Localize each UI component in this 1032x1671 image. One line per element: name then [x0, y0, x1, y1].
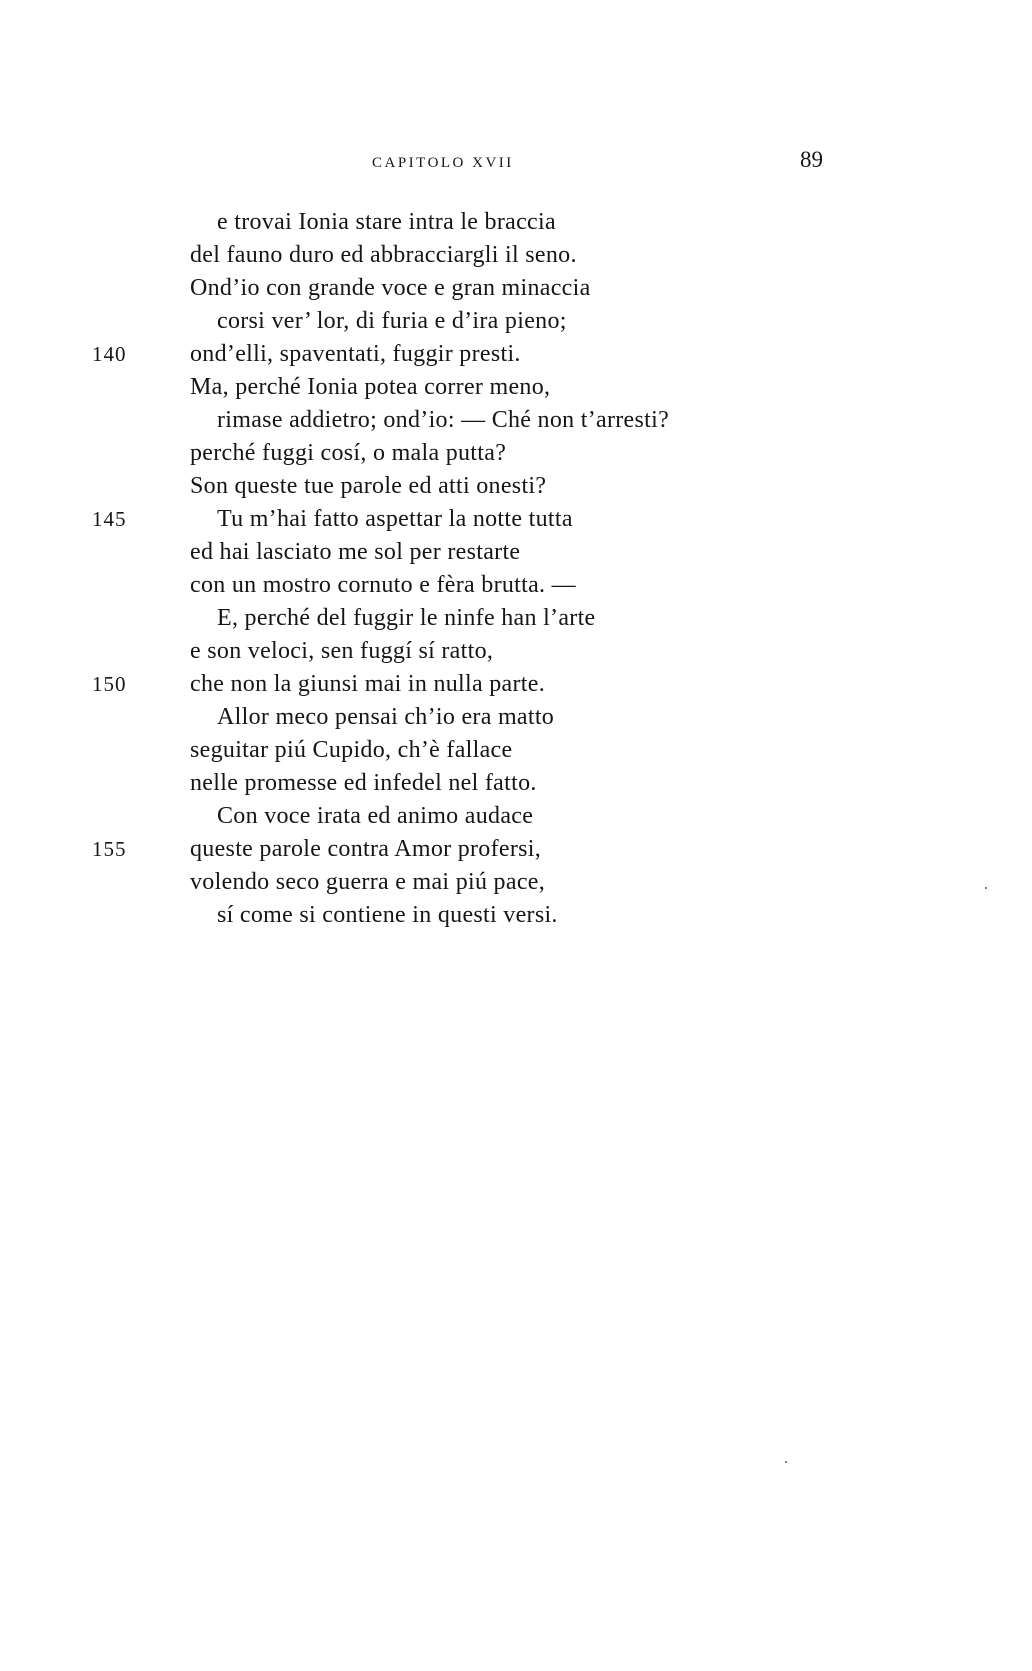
verse-text: del fauno duro ed abbracciargli il seno.	[190, 242, 577, 268]
verse-text: e trovai Ionia stare intra le braccia	[217, 209, 556, 235]
verse-line	[0, 701, 1032, 734]
scan-speck	[785, 1461, 787, 1463]
verse-text: Con voce irata ed animo audace	[217, 803, 534, 829]
line-number: 145	[92, 507, 127, 531]
verse-text: queste parole contra Amor profersi,	[190, 836, 542, 862]
verse-text: corsi ver’ lor, di furia e d’ira pieno;	[217, 308, 567, 334]
verse-line	[0, 767, 1032, 800]
verse-text: che non la giunsi mai in nulla parte.	[190, 671, 546, 697]
verse-text: Son queste tue parole ed atti onesti?	[190, 473, 547, 499]
verse-text: seguitar piú Cupido, ch’è fallace	[190, 737, 513, 763]
verse-text: Ma, perché Ionia potea correr meno,	[190, 374, 551, 400]
verse-text: Ond’io con grande voce e gran minaccia	[190, 275, 591, 301]
verse-line	[0, 371, 1032, 404]
line-number: 140	[92, 342, 127, 366]
verse-text: perché fuggi cosí, o mala putta?	[190, 440, 507, 466]
verse-line	[0, 305, 1032, 338]
verse-line	[0, 866, 1032, 899]
verse-text: Allor meco pensai ch’io era matto	[217, 704, 555, 730]
page-number: 89	[800, 147, 823, 172]
verse-text: nelle promesse ed infedel nel fatto.	[190, 770, 537, 796]
verse-line	[0, 206, 1032, 239]
verse-line	[0, 404, 1032, 437]
verse-text: con un mostro cornuto e fèra brutta. —	[190, 572, 576, 598]
verse-text: rimase addietro; ond’io: — Ché non t’arresti?	[217, 407, 670, 433]
verse-text: e son veloci, sen fuggí sí ratto,	[190, 638, 494, 664]
verse-line	[0, 800, 1032, 833]
verse-text: ond’elli, spaventati, fuggir presti.	[190, 341, 521, 367]
verse-line	[0, 734, 1032, 767]
verse-line	[0, 239, 1032, 272]
verse-line	[0, 272, 1032, 305]
verse-text: ed hai lasciato me sol per restarte	[190, 539, 521, 565]
verse-line	[0, 833, 1032, 866]
running-title: CAPITOLO XVII	[372, 155, 514, 171]
verse-text: volendo seco guerra e mai piú pace,	[190, 869, 546, 895]
verse-block	[0, 206, 1032, 932]
verse-line	[0, 437, 1032, 470]
line-number: 155	[92, 837, 127, 861]
verse-line	[0, 569, 1032, 602]
verse-text: Tu m’hai fatto aspettar la notte tutta	[217, 506, 573, 532]
verse-text: sí come si contiene in questi versi.	[217, 902, 558, 928]
verse-line	[0, 668, 1032, 701]
verse-line	[0, 899, 1032, 932]
verse-line	[0, 635, 1032, 668]
scan-speck	[985, 887, 987, 889]
verse-line	[0, 338, 1032, 371]
verse-text: E, perché del fuggir le ninfe han l’arte	[217, 605, 596, 631]
verse-line	[0, 470, 1032, 503]
verse-line	[0, 503, 1032, 536]
verse-line	[0, 536, 1032, 569]
verse-line	[0, 602, 1032, 635]
line-number: 150	[92, 672, 127, 696]
